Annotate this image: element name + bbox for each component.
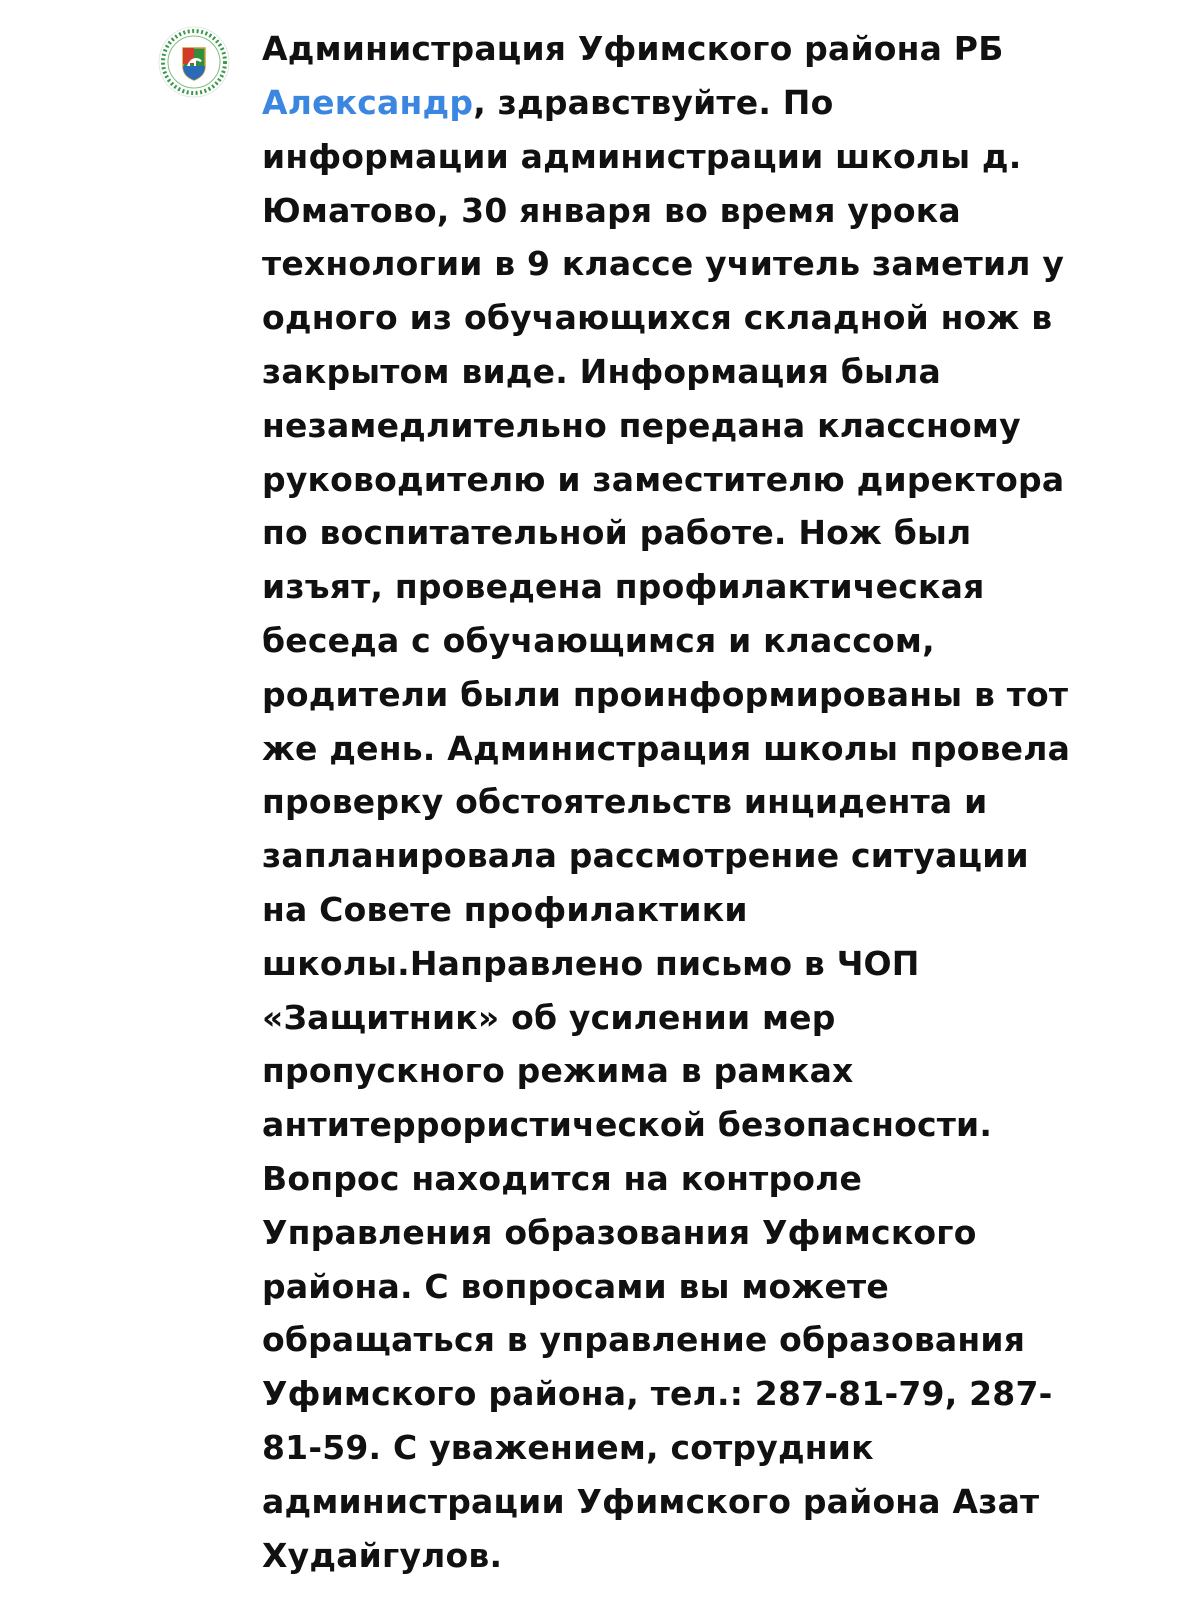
comment-author[interactable]: Администрация Уфимского района РБ bbox=[262, 29, 1004, 68]
comment-text bbox=[262, 76, 1162, 1582]
user-mention[interactable]: Александр bbox=[262, 83, 474, 122]
comment-text-content: , здравствуйте. По информации администрации школы д. Юматово, 30 января во время урока технологии в 9 классе учитель заметил у одного из обучающихся складной нож в закрытом виде. Информация была незамедлительно передана классному руководителю и заместителю директора по воспитательной работе. Нож был изъят, проведена профилактическая беседа с обучающимся и классом, родители были проинформированы в тот же день. Администрация школы провела проверку обстоятельств инцидента и запланировала рассмотрение ситуации на Совете профилактики школы.Направлено письмо в ЧОП «Защитник» об усилении мер пропускного режима в рамках антитеррористической безопасности. Вопрос находится на контроле Управления образования Уфимского района. С вопросами вы можете обращаться в управление образования Уфимского района, тел.: 287-81-79, 287- 81-59. С уважением, сотрудник администрации Уфимского района Азат Худайгулов. bbox=[262, 83, 1071, 1575]
comment-body bbox=[262, 22, 1162, 1582]
municipal-coat-of-arms-icon[interactable] bbox=[158, 26, 230, 98]
